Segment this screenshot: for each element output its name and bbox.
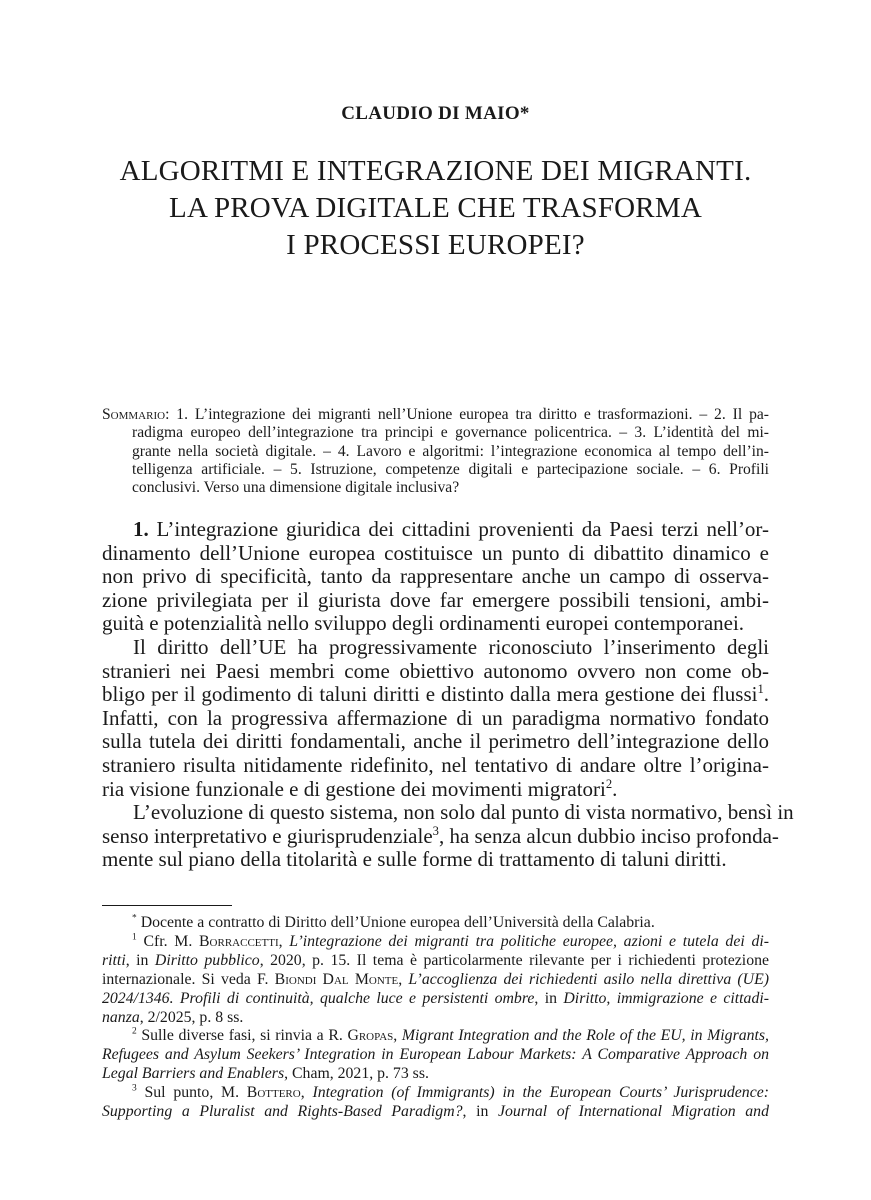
summary-line: Sommario: 1. L’integrazione dei migranti nell’Unione europea tra diritto e trasformazioni. – 2. Il pa- [102,406,769,423]
body-line: straniero risulta nitidamente ridefinito, nel tentativo di andare oltre l’origina- [102,752,769,777]
footnote-ref[interactable]: 2 [605,776,613,791]
summary-line: radigma europeo dell’integrazione tra principi e governance policentrica. – 3. L’identità del mi- [132,424,769,442]
summary [102,406,769,497]
body-line: Il diritto dell’UE ha progressivamente riconosciuto l’inserimento degli [133,634,769,659]
title-line-3: I PROCESSI EUROPEI? [286,229,585,261]
body-line: stranieri nei Paesi membri come obiettivo autonomo ovvero non come ob- [102,658,769,683]
body-line: L’evoluzione di questo sistema, non solo dal punto di vista normativo, bensì in [133,800,794,825]
summary-label: Sommario [102,406,166,423]
footnote-ref[interactable]: 1 [757,682,764,697]
summary-line: conclusivi. Verso una dimensione digitale inclusiva? [132,479,460,497]
body-line: Infatti, con la progressiva affermazione di un paradigma normativo fondato [102,705,769,730]
footnote-2: $^2$ Sulle diverse fasi, si rinvia a R. Gropas, Migrant Integration and the Role of the EU, in Migrants, [132,1027,770,1045]
body-text [102,517,794,872]
footnote-3-line: Supporting a Pluralist and Rights-Based Paradigm?, in Journal of International Migration and [102,1103,769,1121]
body-line: bligo per il godimento di taluni diritti e distinto dalla mera gestione dei flussi$^1$. [102,682,769,707]
author-name: CLAUDIO DI MAIO* [341,103,530,124]
body-line: sulla tutela dei diritti fondamentali, anche il perimetro dell’integrazione dello [102,729,769,754]
footnote-separator [102,905,232,906]
footnote-1-line: 2024/1346. Profili di continuità, qualche luce e persistenti ombre, in Diritto, immigrazione e cittadi- [102,989,769,1007]
title-line-2: LA PROVA DIGITALE CHE TRASFORMA [169,192,702,224]
body-line: zione privilegiata per il giurista dove far emergere possibili tensioni, ambi- [102,587,769,612]
title-line-1: ALGORITMI E INTEGRAZIONE DEI MIGRANTI. [119,155,752,187]
footnotes [102,914,769,1122]
footnote-2-line: Legal Barriers and Enablers, Cham, 2021, p. 73 ss. [102,1065,429,1083]
footnote-1-line: ritti, in Diritto pubblico, 2020, p. 15. Il tema è particolarmente rilevante per i richiedenti protezione [102,951,770,969]
body-line: non privo di specificità, tanto da rappresentare anche un campo di osserva- [102,564,769,589]
article-title [0,153,871,264]
summary-line: telligenza artificiale. – 5. Istruzione, competenze digitali e partecipazione sociale. – 6. Profili [132,460,769,478]
body-line: mente sul piano della titolarità e sulle forme di trattamento di taluni diritti. [102,847,727,872]
footnote-1-line: nanza, 2/2025, p. 8 ss. [102,1008,244,1026]
footnote-1: $^1$ Cfr. M. Borraccetti, L’integrazione dei migranti tra politiche europee, azioni e tutela dei di- [132,932,769,950]
body-line: 1. L’integrazione giuridica dei cittadini provenienti da Paesi terzi nell’or- [133,517,769,541]
footnote-2-line: Refugees and Asylum Seekers’ Integration in European Labour Markets: A Comparative Approach on [102,1046,769,1064]
section-number: 1. [133,517,149,541]
body-line: ria visione funzionale e di gestione dei movimenti migratori$^2$. [102,776,618,801]
footnote-ref[interactable]: 3 [432,823,439,838]
body-line: senso interpretativo e giurisprudenziale$^3$, ha senza alcun dubbio inciso profonda- [102,823,779,848]
body-line: guità e potenzialità nello sviluppo degli ordinamenti europei contemporanei. [102,611,745,636]
footnote-star: * Docente a contratto di Diritto dell’Unione europea dell’Università della Calabria. [132,913,655,931]
footnote-1-line: internazionale. Si veda F. Biondi Dal Monte, L’accoglienza dei richiedenti asilo nella direttiva (UE) [102,970,769,988]
summary-line: grante nella società digitale. – 4. Lavoro e algoritmi: l’integrazione economica al tempo dell’in- [132,442,769,460]
body-line: dinamento dell’Unione europea costituisce un punto di dibattito dinamico e [102,540,769,565]
footnote-3: $^3$ Sul punto, M. Bottero, Integration (of Immigrants) in the European Courts’ Jurisprudence: [132,1083,769,1102]
